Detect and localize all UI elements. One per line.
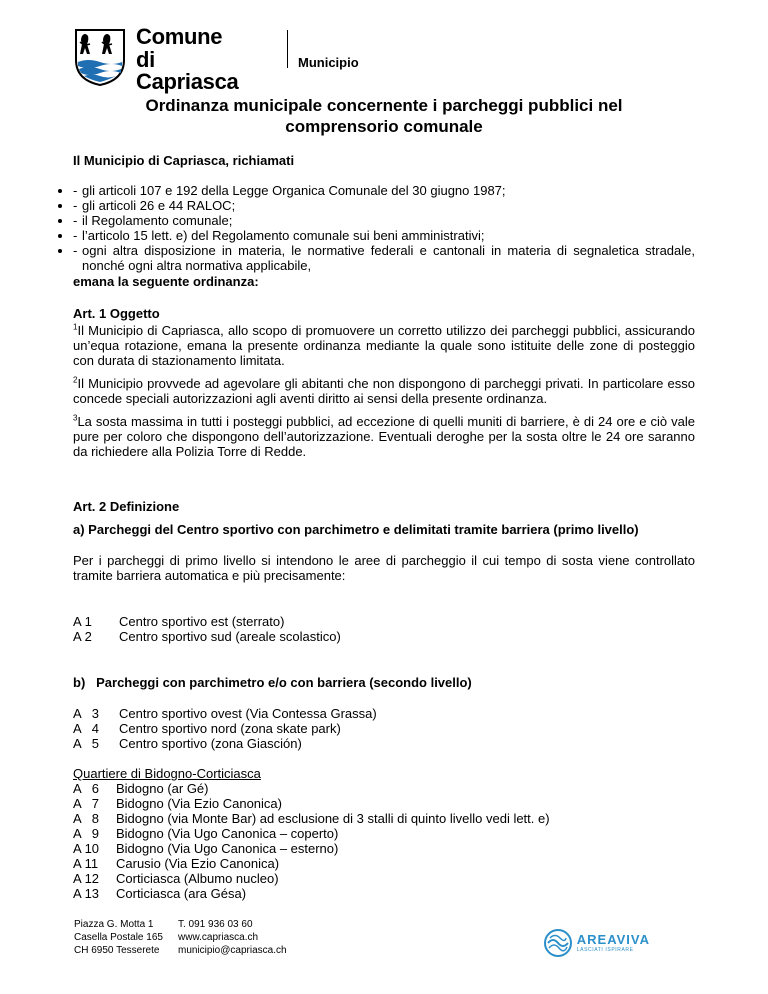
section-a-list: [73, 614, 341, 644]
parking-name: Bidogno (Via Ezio Canonica): [116, 796, 282, 811]
parking-code: A 13: [73, 886, 100, 901]
parking-name: Centro sportivo est (sterrato): [119, 614, 285, 629]
parking-code: A 7: [73, 796, 100, 811]
parking-code: A 4: [73, 721, 100, 736]
page-title: [40, 95, 728, 137]
municipality-name: [136, 26, 238, 93]
parking-item: [73, 721, 377, 736]
parking-item: [73, 614, 341, 629]
parking-item: [73, 871, 550, 886]
parking-item: [73, 736, 377, 751]
parking-item: [73, 856, 550, 871]
parking-item: [73, 826, 550, 841]
art1-heading: Art. 1 Oggetto: [73, 306, 160, 321]
parking-item: [73, 811, 550, 826]
address-line: CH 6950 Tesserete: [74, 945, 160, 956]
recital-item: - • il Regolamento comunale;: [73, 213, 695, 228]
parking-name: Centro sportivo (zona Giasción): [119, 736, 302, 751]
paragraph-number: 1: [73, 322, 78, 332]
parking-name: Corticiasca (ara Gésa): [116, 886, 247, 901]
parking-name: Centro sportivo sud (areale scolastico): [119, 629, 341, 644]
art1-paragraph-3: [73, 414, 695, 459]
parking-name: Bidogno (ar Gé): [116, 781, 209, 796]
parking-name: Centro sportivo nord (zona skate park): [119, 721, 341, 736]
parking-code: A 12: [73, 871, 100, 886]
paragraph-text: Il Municipio provvede ad agevolare gli abitanti che non dispongono di parcheggi privati. In particolare esso concede speciali autorizzazioni agli aventi diritto ai sensi della presente ordinanza.: [73, 376, 695, 406]
header-divider: [287, 30, 288, 68]
department-label: Municipio: [298, 55, 359, 70]
recital-item: - • gli articoli 107 e 192 della Legge Organica Comunale del 30 giugno 1987;: [73, 183, 695, 198]
address-line: Piazza G. Motta 1: [74, 919, 154, 930]
wave-icon: [543, 928, 573, 958]
parking-name: Carusio (Via Ezio Canonica): [116, 856, 280, 871]
parking-name: Bidogno (via Monte Bar) ad esclusione di 3 stalli di quinto livello vedi lett. e): [116, 811, 550, 826]
art1-paragraph-2: [73, 376, 695, 406]
title-line-2: comprensorio comunale: [285, 117, 483, 136]
parking-code: A 1: [73, 614, 92, 629]
title-line-1: Ordinanza municipale concernente i parcheggi pubblici nel: [145, 96, 623, 115]
brand-line-2: di Capriasca: [136, 47, 239, 94]
section-b-heading: b) Parcheggi con parchimetro e/o con barriera (secondo livello): [73, 675, 472, 690]
recital-item: - • gli articoli 26 e 44 RALOC;: [73, 198, 695, 213]
art2-heading: Art. 2 Definizione: [73, 499, 180, 514]
parking-code: A 9: [73, 826, 100, 841]
parking-code: A 2: [73, 629, 92, 644]
paragraph-text: Il Municipio di Capriasca, allo scopo di promuovere un corretto utilizzo dei parcheggi pubblici, assicurando un’equa rotazione, emana la presente ordinanza mediante la quale sono istituite delle zone di posteggio con durata di stazionamento limitata.: [73, 323, 695, 368]
parking-code: A 5: [73, 736, 100, 751]
parking-item: [73, 629, 341, 644]
phone-number: T. 091 936 03 60: [178, 919, 253, 930]
parking-item: [73, 781, 550, 796]
areaviva-logo: [543, 928, 650, 958]
logo-name: AREAVIVA: [576, 932, 650, 947]
recital-item: - • l’articolo 15 lett. e) del Regolamento comunale sui beni amministrativi;: [73, 228, 695, 243]
section-a-text: Per i parcheggi di primo livello si intendono le aree di parcheggio il cui tempo di sosta viene controllato tramite barriera automatica e più precisamente:: [73, 553, 695, 583]
parking-code: A 6: [73, 781, 100, 796]
logo-tagline: LASCIATI ISPIRARE: [576, 947, 634, 953]
parking-name: Centro sportivo ovest (Via Contessa Grassa): [119, 706, 377, 721]
recitals-list: [73, 183, 695, 273]
art1-paragraph-1: [73, 323, 695, 368]
emana-line: emana la seguente ordinanza:: [73, 274, 259, 289]
parking-code: A 11: [73, 856, 99, 871]
paragraph-number: 2: [73, 375, 78, 385]
parking-item: [73, 706, 377, 721]
recital-item: - • ogni altra disposizione in materia, le normative federali e cantonali in materia di segnaletica stradale, nonché ogni altra normativa applicabile,: [73, 243, 695, 273]
parking-item: [73, 886, 550, 901]
coat-of-arms-icon: [74, 28, 126, 86]
section-a-heading: a) Parcheggi del Centro sportivo con parchimetro e delimitati tramite barriera (primo livello): [73, 522, 639, 537]
parking-code: A 3: [73, 706, 100, 721]
intro-heading: Il Municipio di Capriasca, richiamati: [73, 153, 295, 168]
paragraph-number: 3: [73, 413, 78, 423]
quartiere-heading: Quartiere di Bidogno-Corticiasca: [73, 766, 261, 781]
parking-name: Bidogno (Via Ugo Canonica – esterno): [116, 841, 339, 856]
parking-code: A 10: [73, 841, 100, 856]
email-link: municipio@capriasca.ch: [178, 945, 287, 956]
quartiere-list: [73, 781, 550, 901]
parking-name: Bidogno (Via Ugo Canonica – coperto): [116, 826, 339, 841]
footer-contacts: [178, 918, 287, 957]
parking-name: Corticiasca (Albumo nucleo): [116, 871, 279, 886]
brand-line-1: Comune: [136, 24, 223, 49]
section-b-list: [73, 706, 377, 751]
parking-item: [73, 796, 550, 811]
parking-code: A 8: [73, 811, 100, 826]
address-line: Casella Postale 165: [74, 932, 163, 943]
paragraph-text: La sosta massima in tutti i posteggi pubblici, ad eccezione di quelli muniti di barriere, è di 24 ore e ciò vale pure per coloro che dispongono dell’autorizzazione. Eventuali deroghe per la sosta oltre le 24 ore saranno da richiedere alla Polizia Torre di Redde.: [73, 414, 695, 459]
footer-address: [74, 918, 163, 957]
website-link: www.capriasca.ch: [178, 932, 259, 943]
parking-item: [73, 841, 550, 856]
